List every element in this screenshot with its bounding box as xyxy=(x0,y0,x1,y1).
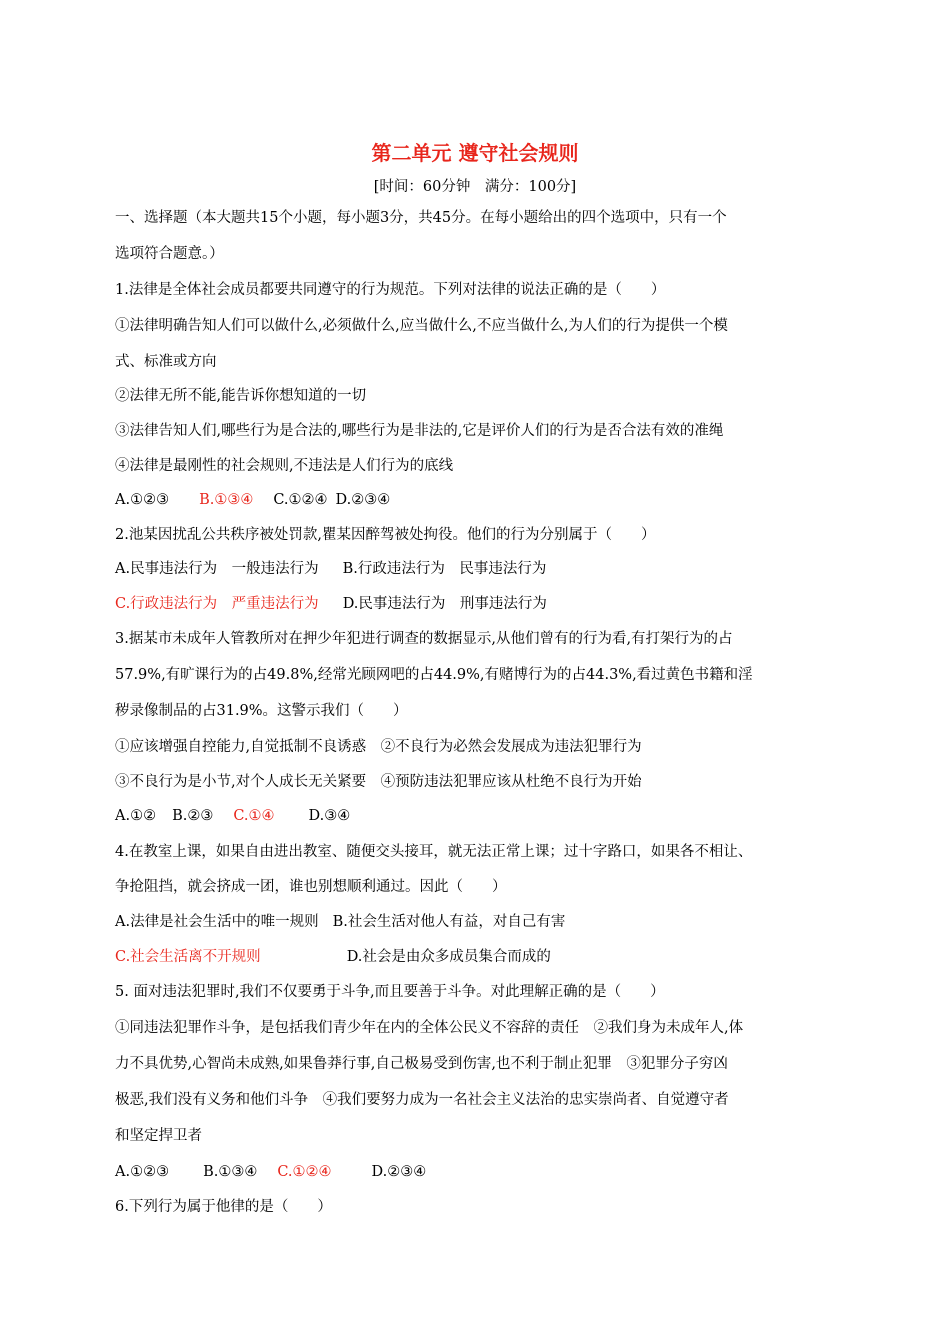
q3-option-d: D.③④ xyxy=(308,808,351,824)
q5-options xyxy=(115,1161,426,1183)
q1-option-a: A.①②③ xyxy=(115,492,170,508)
q5-stem: 5. 面对违法犯罪时,我们不仅要勇于斗争,而且要善于斗争。对此理解正确的是（ ） xyxy=(115,984,665,1000)
q4-options-ab xyxy=(115,911,565,933)
q3-stem-2: 57.9%,有旷课行为的占49.8%,经常光顾网吧的占44.9%,有赌博行为的占44.3%,看过黄色书籍和淫 xyxy=(115,667,753,683)
q2-option-d: D.民事违法行为 刑事违法行为 xyxy=(342,596,547,612)
q3-stem-1: 3.据某市未成年人管教所对在押少年犯进行调查的数据显示,从他们曾有的行为看,有打架行为的占 xyxy=(115,631,733,647)
q1-stem: 1.法律是全体社会成员都要共同遵守的行为规范。下列对法律的说法正确的是（ ） xyxy=(115,282,666,298)
q3-option-c-answer: C.①④ xyxy=(233,808,275,824)
q5-option-b: B.①③④ xyxy=(203,1164,258,1180)
q4-options-cd xyxy=(115,946,551,968)
q5-option-a: A.①②③ xyxy=(115,1164,170,1180)
q3-options xyxy=(115,805,350,827)
q1-statement-4: ④法律是最刚性的社会规则,不违法是人们行为的底线 xyxy=(115,458,454,474)
q4-option-c-answer: C.社会生活离不开规则 xyxy=(115,949,261,965)
q5-statements-line4: 和坚定捍卫者 xyxy=(115,1128,202,1144)
q2-option-a: A.民事违法行为 一般违法行为 xyxy=(115,561,319,577)
q2-options-cd xyxy=(115,593,547,615)
q4-stem-2: 争抢阻挡，就会挤成一团，谁也别想顺利通过。因此（ ） xyxy=(115,879,507,895)
q3-option-a: A.①② xyxy=(115,808,157,824)
q5-option-d: D.②③④ xyxy=(371,1164,427,1180)
q2-options-ab xyxy=(115,558,546,580)
q1-option-b-answer: B.①③④ xyxy=(199,492,254,508)
q5-statements-line3: 极恶,我们没有义务和他们斗争 ④我们要努力成为一名社会主义法治的忠实崇尚者、自觉遵守者 xyxy=(115,1092,729,1108)
q5-statements-line2: 力不具优势,心智尚未成熟,如果鲁莽行事,自己极易受到伤害,也不利于制止犯罪 ③犯罪分子穷凶 xyxy=(115,1056,728,1072)
section-instruction-line1: 一、选择题（本大题共15个小题，每小题3分，共45分。在每小题给出的四个选项中，只有一个 xyxy=(115,210,727,226)
q1-statement-3: ③法律告知人们,哪些行为是合法的,哪些行为是非法的,它是评价人们的行为是否合法有效的准绳 xyxy=(115,423,724,439)
q5-option-c-answer: C.①②④ xyxy=(277,1164,332,1180)
q1-option-c: C.①②④ xyxy=(273,492,328,508)
q3-statements-12: ①应该增强自控能力,自觉抵制不良诱惑 ②不良行为必然会发展成为违法犯罪行为 xyxy=(115,739,642,755)
q4-option-d: D.社会是由众多成员集合而成的 xyxy=(346,949,551,965)
q4-option-b: B.社会生活对他人有益，对自己有害 xyxy=(332,914,566,930)
q5-statements-line1: ①同违法犯罪作斗争，是包括我们青少年在内的全体公民义不容辞的责任 ②我们身为未成年人,体 xyxy=(115,1020,744,1036)
q3-option-b: B.②③ xyxy=(172,808,214,824)
q1-option-d: D.②③④ xyxy=(335,492,391,508)
q1-options xyxy=(115,489,390,511)
page-title: 第二单元 遵守社会规则 xyxy=(371,141,579,165)
q6-stem: 6.下列行为属于他律的是（ ） xyxy=(115,1199,332,1215)
q4-stem-1: 4.在教室上课，如果自由进出教室、随便交头接耳，就无法正常上课；过十字路口，如果各不相让、 xyxy=(115,844,753,860)
time-score-info: [时间：60分钟 满分：100分] xyxy=(373,179,577,195)
q1-statement-1a: ①法律明确告知人们可以做什么,必须做什么,应当做什么,不应当做什么,为人们的行为提供一个模 xyxy=(115,318,728,334)
q1-statement-1b: 式、标准或方向 xyxy=(115,354,217,370)
q2-option-b: B.行政违法行为 民事违法行为 xyxy=(342,561,547,577)
q3-stem-3: 秽录像制品的占31.9%。这警示我们（ ） xyxy=(115,703,408,719)
q4-option-a: A.法律是社会生活中的唯一规则 xyxy=(115,914,319,930)
q1-statement-2: ②法律无所不能,能告诉你想知道的一切 xyxy=(115,388,367,404)
q2-stem: 2.池某因扰乱公共秩序被处罚款,瞿某因醉驾被处拘役。他们的行为分别属于（ ） xyxy=(115,527,656,543)
q2-option-c-answer: C.行政违法行为 严重违法行为 xyxy=(115,596,319,612)
q3-statements-34: ③不良行为是小节,对个人成长无关紧要 ④预防违法犯罪应该从杜绝不良行为开始 xyxy=(115,774,642,790)
section-instruction-line2: 选项符合题意。） xyxy=(115,246,224,262)
